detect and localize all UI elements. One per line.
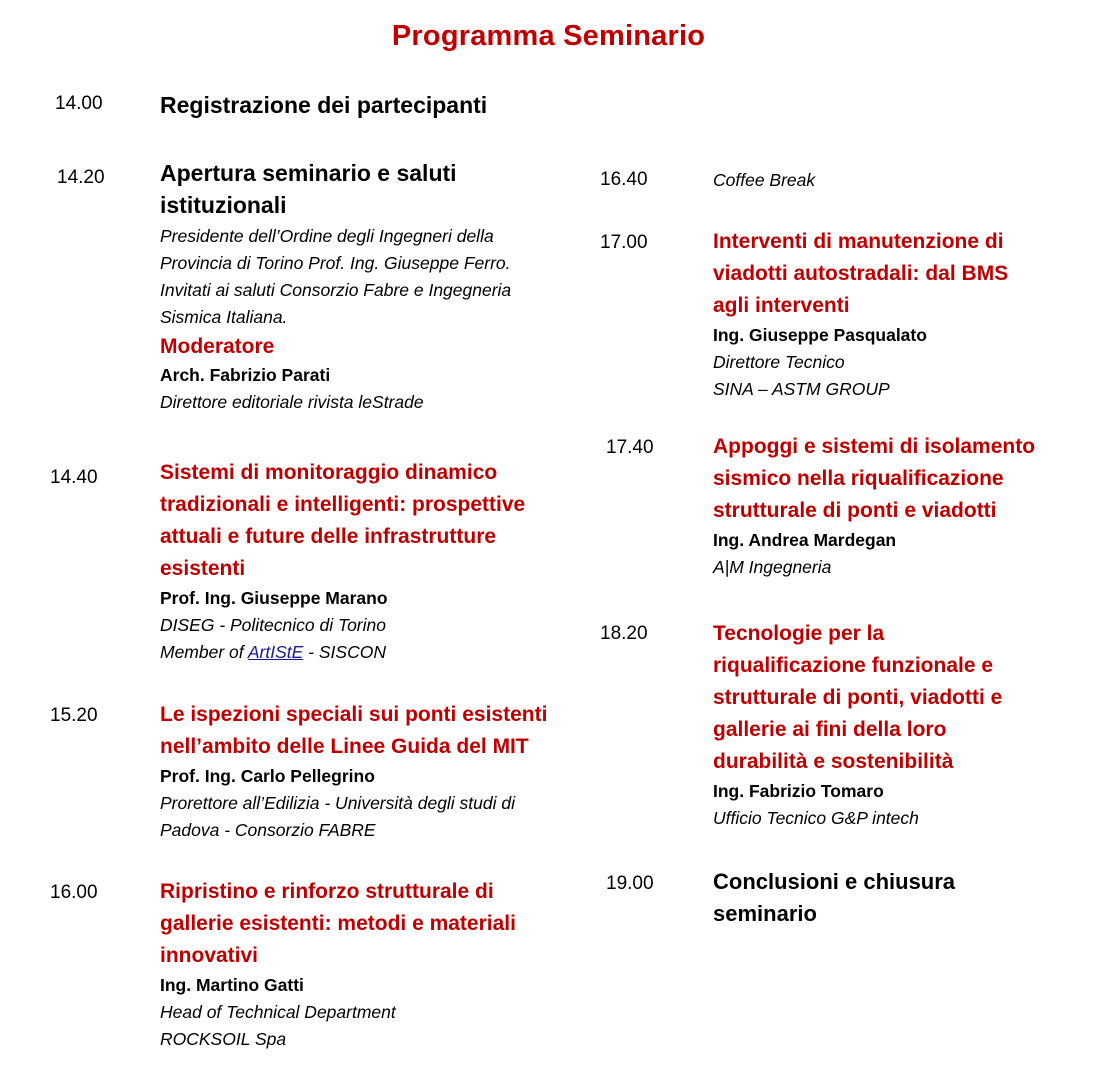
session-title-line: strutturale di ponti e viadotti	[713, 499, 997, 522]
moderator-name: Arch. Fabrizio Parati	[160, 365, 331, 385]
speaker-affiliation: Direttore Tecnico	[713, 352, 845, 372]
speaker-affiliation: A|M Ingegneria	[713, 557, 832, 577]
session-time: 14.20	[57, 167, 105, 188]
session-title-line: Apertura seminario e saluti	[160, 160, 457, 186]
session-title-line: tradizionali e intelligenti: prospettive	[160, 493, 526, 516]
session-description-line: Provincia di Torino Prof. Ing. Giuseppe Ferro.	[160, 253, 511, 273]
session-description-line: Presidente dell’Ordine degli Ingegneri della	[160, 226, 494, 246]
session-time: 18.20	[600, 623, 648, 644]
speaker-affiliation	[160, 639, 600, 666]
session-title: Coffee Break	[713, 170, 816, 190]
speaker-affiliation: Prorettore all’Edilizia - Università degli studi di	[160, 793, 516, 813]
session-time: 17.00	[600, 232, 648, 253]
session-title-line: Le ispezioni speciali sui ponti esistenti	[160, 703, 548, 726]
speaker-affiliation: SINA – ASTM GROUP	[713, 379, 890, 399]
session-time: 15.20	[50, 705, 98, 726]
affiliation-prefix: Member of	[160, 642, 248, 662]
session-title-line: sismico nella riqualificazione	[713, 467, 1004, 490]
session-title-line: agli interventi	[713, 294, 850, 317]
session-title-line: durabilità e sostenibilità	[713, 750, 954, 773]
speaker-name: Ing. Giuseppe Pasqualato	[713, 325, 927, 345]
session-title-line: Ripristino e rinforzo strutturale di	[160, 880, 494, 903]
session-title: Registrazione dei partecipanti	[160, 92, 488, 118]
speaker-affiliation: Ufficio Tecnico G&P intech	[713, 808, 919, 828]
session-title-line: innovativi	[160, 944, 259, 967]
session-time: 16.00	[50, 882, 98, 903]
session-title-line: gallerie ai fini della loro	[713, 718, 947, 741]
artiste-link[interactable]: ArtIStE	[247, 642, 304, 662]
session-title-line: istituzionali	[160, 192, 287, 218]
session-time: 14.00	[55, 93, 103, 114]
speaker-name: Prof. Ing. Giuseppe Marano	[160, 588, 388, 608]
moderator-role: Direttore editoriale rivista leStrade	[160, 392, 424, 412]
speaker-name: Ing. Fabrizio Tomaro	[713, 781, 884, 801]
page-title: Programma Seminario	[391, 20, 706, 52]
session-time: 17.40	[606, 437, 654, 458]
session-title-line: esistenti	[160, 557, 246, 580]
session-time: 14.40	[50, 467, 98, 488]
session-title-line: viadotti autostradali: dal BMS	[713, 262, 1009, 285]
speaker-affiliation: ROCKSOIL Spa	[160, 1029, 287, 1049]
session-title-line: Tecnologie per la	[713, 622, 885, 645]
session-title-line: Interventi di manutenzione di	[713, 230, 1004, 253]
session-description-line: Sismica Italiana.	[160, 307, 288, 327]
session-title-line: Conclusioni e chiusura	[713, 869, 956, 894]
session-title-line: seminario	[713, 901, 817, 926]
session-title-line: riqualificazione funzionale e	[713, 654, 994, 677]
speaker-affiliation: Padova - Consorzio FABRE	[160, 820, 376, 840]
session-time: 19.00	[606, 873, 654, 894]
speaker-name: Prof. Ing. Carlo Pellegrino	[160, 766, 375, 786]
moderator-label: Moderatore	[160, 335, 275, 358]
speaker-name: Ing. Andrea Mardegan	[713, 530, 897, 550]
speaker-name: Ing. Martino Gatti	[160, 975, 304, 995]
session-title-line: Appoggi e sistemi di isolamento	[713, 435, 1036, 458]
session-time: 16.40	[600, 169, 648, 190]
session-title-line: strutturale di ponti, viadotti e	[713, 686, 1003, 709]
session-title-line: gallerie esistenti: metodi e materiali	[160, 912, 516, 935]
session-title-line: nell’ambito delle Linee Guida del MIT	[160, 735, 529, 758]
session-title-line: attuali e future delle infrastrutture	[160, 525, 497, 548]
session-title-line: Sistemi di monitoraggio dinamico	[160, 461, 498, 484]
affiliation-suffix: - SISCON	[308, 642, 386, 662]
session-description-line: Invitati ai saluti Consorzio Fabre e Ingegneria	[160, 280, 512, 300]
speaker-affiliation: Head of Technical Department	[160, 1002, 396, 1022]
speaker-affiliation: DISEG - Politecnico di Torino	[160, 615, 386, 635]
